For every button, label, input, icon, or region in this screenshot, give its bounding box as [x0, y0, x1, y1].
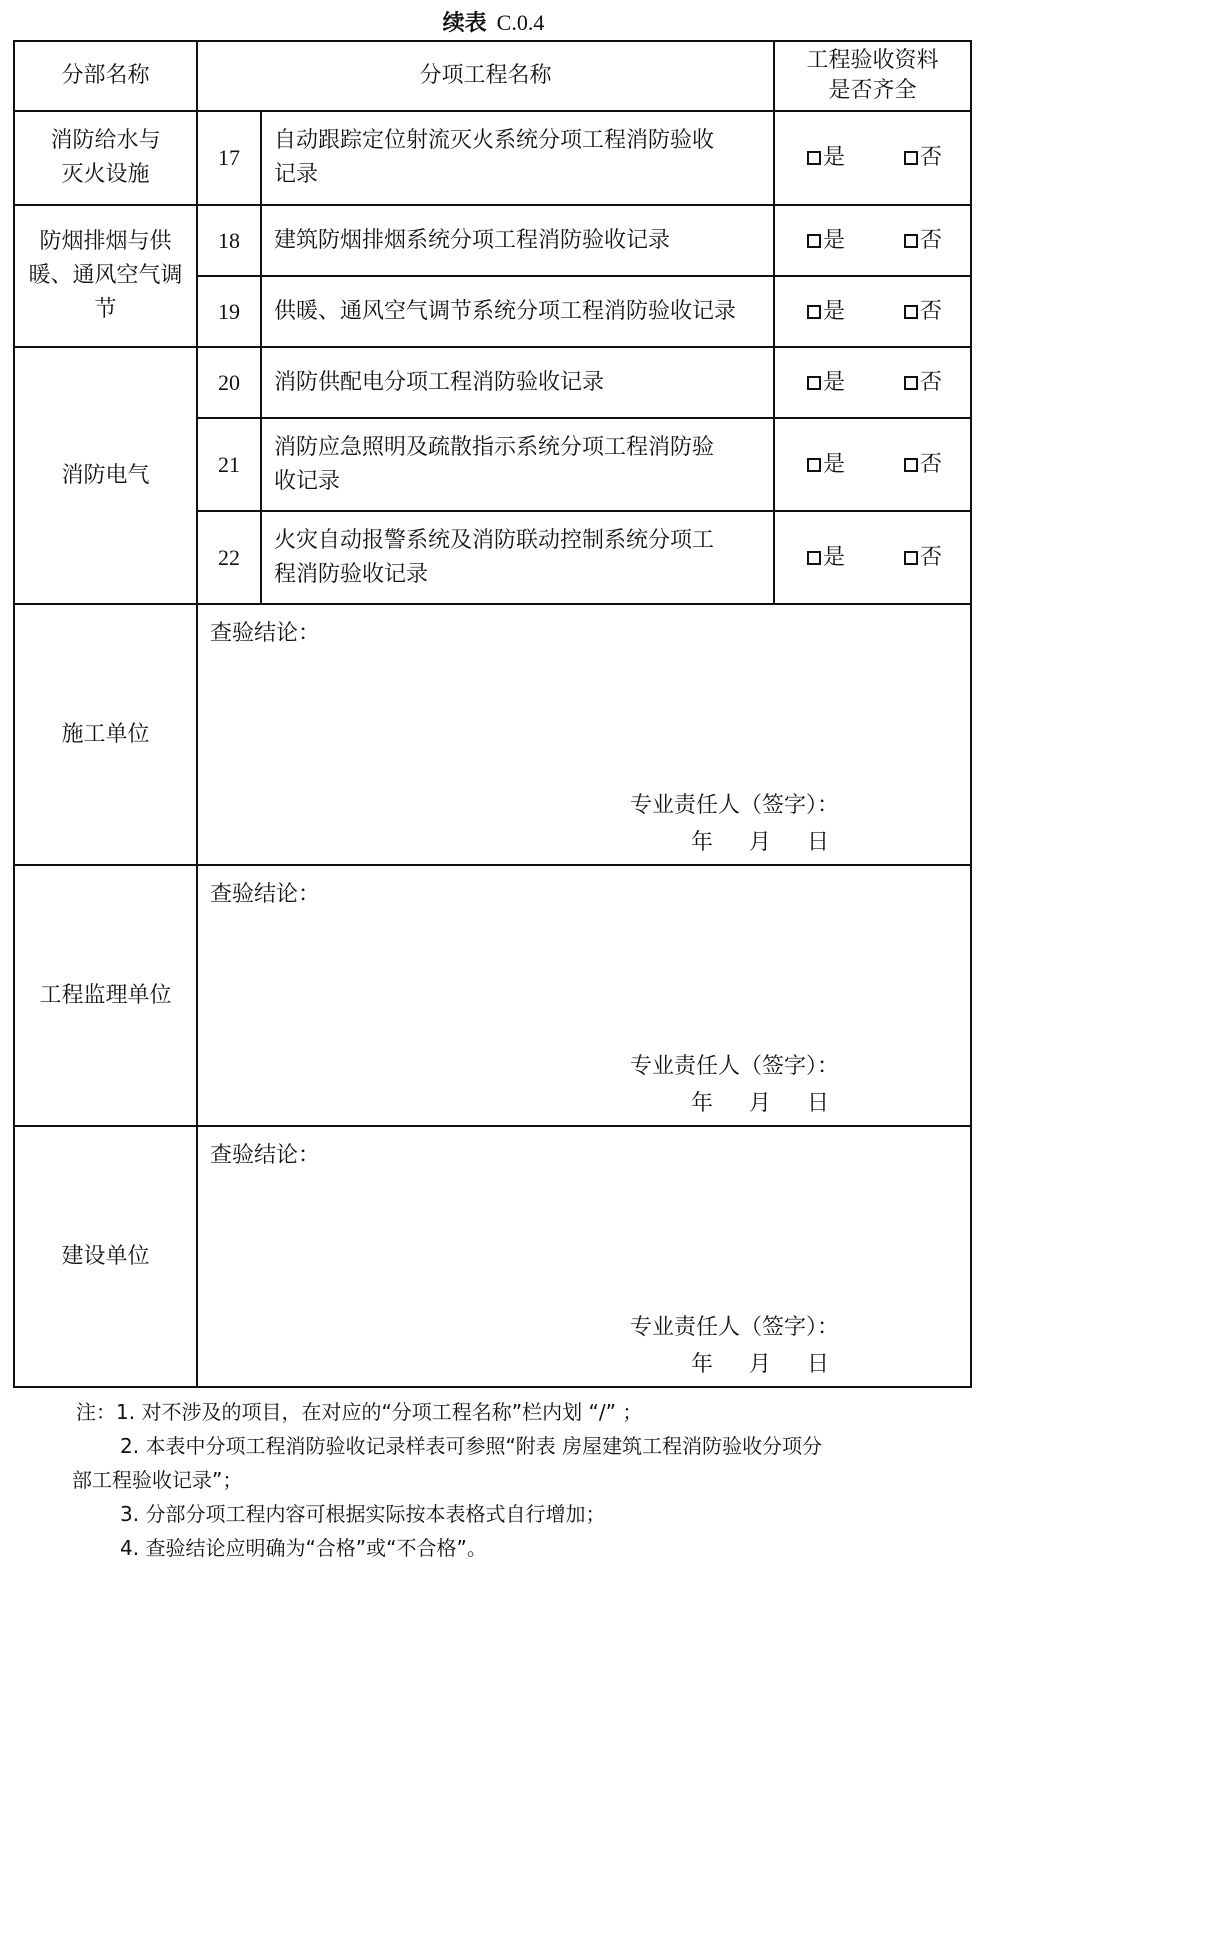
yes-label: 是: [823, 369, 846, 395]
month-label: 月: [749, 1091, 772, 1116]
no-label: 否: [920, 544, 943, 570]
verification-row: [14, 865, 971, 1126]
table-row: [14, 205, 971, 276]
day-label: 日: [807, 1091, 830, 1116]
no-option[interactable]: [904, 366, 942, 400]
responsible-signature-label: 专业责任人（签字）：: [630, 1315, 840, 1340]
no-label: 否: [920, 369, 943, 395]
item-name-line: 消防应急照明及疏散指示系统分项工程消防验: [274, 434, 715, 460]
division-cell: 消防电气: [14, 347, 197, 604]
note-line: 2. 本表中分项工程消防验收记录样表可参照“附表 房屋建筑工程消防验收分项分: [120, 1434, 823, 1458]
note-line: 3. 分部分项工程内容可根据实际按本表格式自行增加；: [120, 1502, 606, 1526]
no-option[interactable]: [904, 141, 942, 175]
yes-option[interactable]: [807, 448, 845, 482]
no-label: 否: [920, 145, 943, 170]
no-option[interactable]: [904, 541, 942, 575]
complete-cell: [774, 111, 971, 205]
header-complete-line2: 是否齐全: [828, 78, 917, 103]
year-label: 年: [691, 1352, 714, 1377]
complete-cell: [774, 418, 971, 511]
yes-option[interactable]: [807, 541, 845, 575]
checkbox-icon[interactable]: [904, 305, 918, 319]
item-name-line: 供暖、通风空气调节系统分项工程消防验收记录: [274, 298, 737, 324]
item-number: 17: [197, 111, 261, 205]
table-title-code: C.0.4: [496, 10, 545, 35]
division-name-line: 防烟排烟与供: [39, 229, 172, 254]
item-number: 20: [197, 347, 261, 418]
checkbox-icon[interactable]: [904, 458, 918, 472]
yes-option[interactable]: [807, 224, 845, 258]
yes-label: 是: [823, 145, 846, 170]
no-option[interactable]: [904, 295, 942, 329]
header-row: [14, 41, 971, 111]
division-name-line: 灭火设施: [61, 162, 150, 187]
checkbox-icon[interactable]: [807, 376, 821, 390]
yes-option[interactable]: [807, 366, 845, 400]
month-label: 月: [749, 1352, 772, 1377]
yes-label: 是: [823, 227, 846, 253]
verification-cell[interactable]: [197, 1126, 971, 1387]
complete-cell: [774, 276, 971, 347]
checkbox-icon[interactable]: [807, 458, 821, 472]
no-label: 否: [920, 227, 943, 253]
checkbox-icon[interactable]: [904, 376, 918, 390]
header-division: 分部名称: [14, 41, 197, 111]
responsible-signature-label: 专业责任人（签字）：: [630, 1054, 840, 1079]
day-label: 日: [807, 830, 830, 855]
header-item: 分项工程名称: [197, 41, 774, 111]
yes-label: 是: [823, 298, 846, 324]
item-name-line: 记录: [274, 162, 319, 187]
unit-name: 施工单位: [14, 604, 197, 865]
verification-row: [14, 604, 971, 865]
header-complete: [774, 41, 971, 111]
yes-label: 是: [823, 451, 846, 477]
no-label: 否: [920, 298, 943, 324]
table-row: [14, 111, 971, 205]
responsible-signature-label: 专业责任人（签字）：: [630, 793, 840, 818]
checkbox-icon[interactable]: [904, 551, 918, 565]
day-label: 日: [807, 1352, 830, 1377]
yes-option[interactable]: [807, 141, 845, 175]
no-option[interactable]: [904, 224, 942, 258]
division-name-line: 暖、通风空气调: [28, 263, 183, 288]
item-number: 22: [197, 511, 261, 604]
unit-name: 工程监理单位: [14, 865, 197, 1126]
item-name-line: 消防供配电分项工程消防验收记录: [274, 369, 605, 395]
no-label: 否: [920, 451, 943, 477]
item-name: [261, 418, 774, 511]
unit-name: 建设单位: [14, 1126, 197, 1387]
table-title-label: 续表: [442, 11, 487, 36]
note-line: 4. 查验结论应明确为“合格”或“不合格”。: [120, 1536, 487, 1560]
item-name: [261, 347, 774, 418]
header-complete-line1: 工程验收资料: [806, 48, 939, 73]
item-number: 19: [197, 276, 261, 347]
yes-label: 是: [823, 544, 846, 570]
verification-cell[interactable]: [197, 604, 971, 865]
year-label: 年: [691, 830, 714, 855]
conclusion-label: 查验结论：: [210, 1143, 321, 1168]
complete-cell: [774, 511, 971, 604]
item-number: 21: [197, 418, 261, 511]
checkbox-icon[interactable]: [807, 234, 821, 248]
date-line: [691, 1348, 829, 1382]
conclusion-label: 查验结论：: [210, 621, 321, 646]
date-line: [691, 826, 829, 860]
note-line: 部工程验收记录”；: [72, 1468, 243, 1492]
item-name: [261, 111, 774, 205]
complete-cell: [774, 205, 971, 276]
division-name-line: 消防给水与: [50, 128, 161, 153]
verification-row: [14, 1126, 971, 1387]
complete-cell: [774, 347, 971, 418]
item-name-line: 自动跟踪定位射流灭火系统分项工程消防验收: [274, 128, 715, 153]
checkbox-icon[interactable]: [807, 305, 821, 319]
verification-cell[interactable]: [197, 865, 971, 1126]
acceptance-table: [13, 40, 972, 1388]
item-name-line: 程消防验收记录: [274, 561, 429, 587]
checkbox-icon[interactable]: [904, 151, 918, 165]
month-label: 月: [749, 830, 772, 855]
item-number: 18: [197, 205, 261, 276]
item-name: [261, 205, 774, 276]
table-title: [0, 8, 987, 39]
year-label: 年: [691, 1091, 714, 1116]
item-name-line: 收记录: [274, 468, 341, 494]
division-cell: [14, 111, 197, 205]
division-cell: [14, 205, 197, 347]
conclusion-label: 查验结论：: [210, 882, 321, 907]
notes: [72, 1395, 823, 1565]
table-row: [14, 347, 971, 418]
checkbox-icon[interactable]: [807, 551, 821, 565]
checkbox-icon[interactable]: [904, 234, 918, 248]
no-option[interactable]: [904, 448, 942, 482]
yes-option[interactable]: [807, 295, 845, 329]
item-name-line: 火灾自动报警系统及消防联动控制系统分项工: [274, 527, 715, 553]
division-name-line: 节: [94, 297, 117, 322]
checkbox-icon[interactable]: [807, 151, 821, 165]
note-line: 注：1. 对不涉及的项目，在对应的“分项工程名称”栏内划 “/” ；: [76, 1400, 643, 1424]
item-name: [261, 276, 774, 347]
item-name: [261, 511, 774, 604]
item-name-line: 建筑防烟排烟系统分项工程消防验收记录: [274, 227, 671, 253]
date-line: [691, 1087, 829, 1121]
